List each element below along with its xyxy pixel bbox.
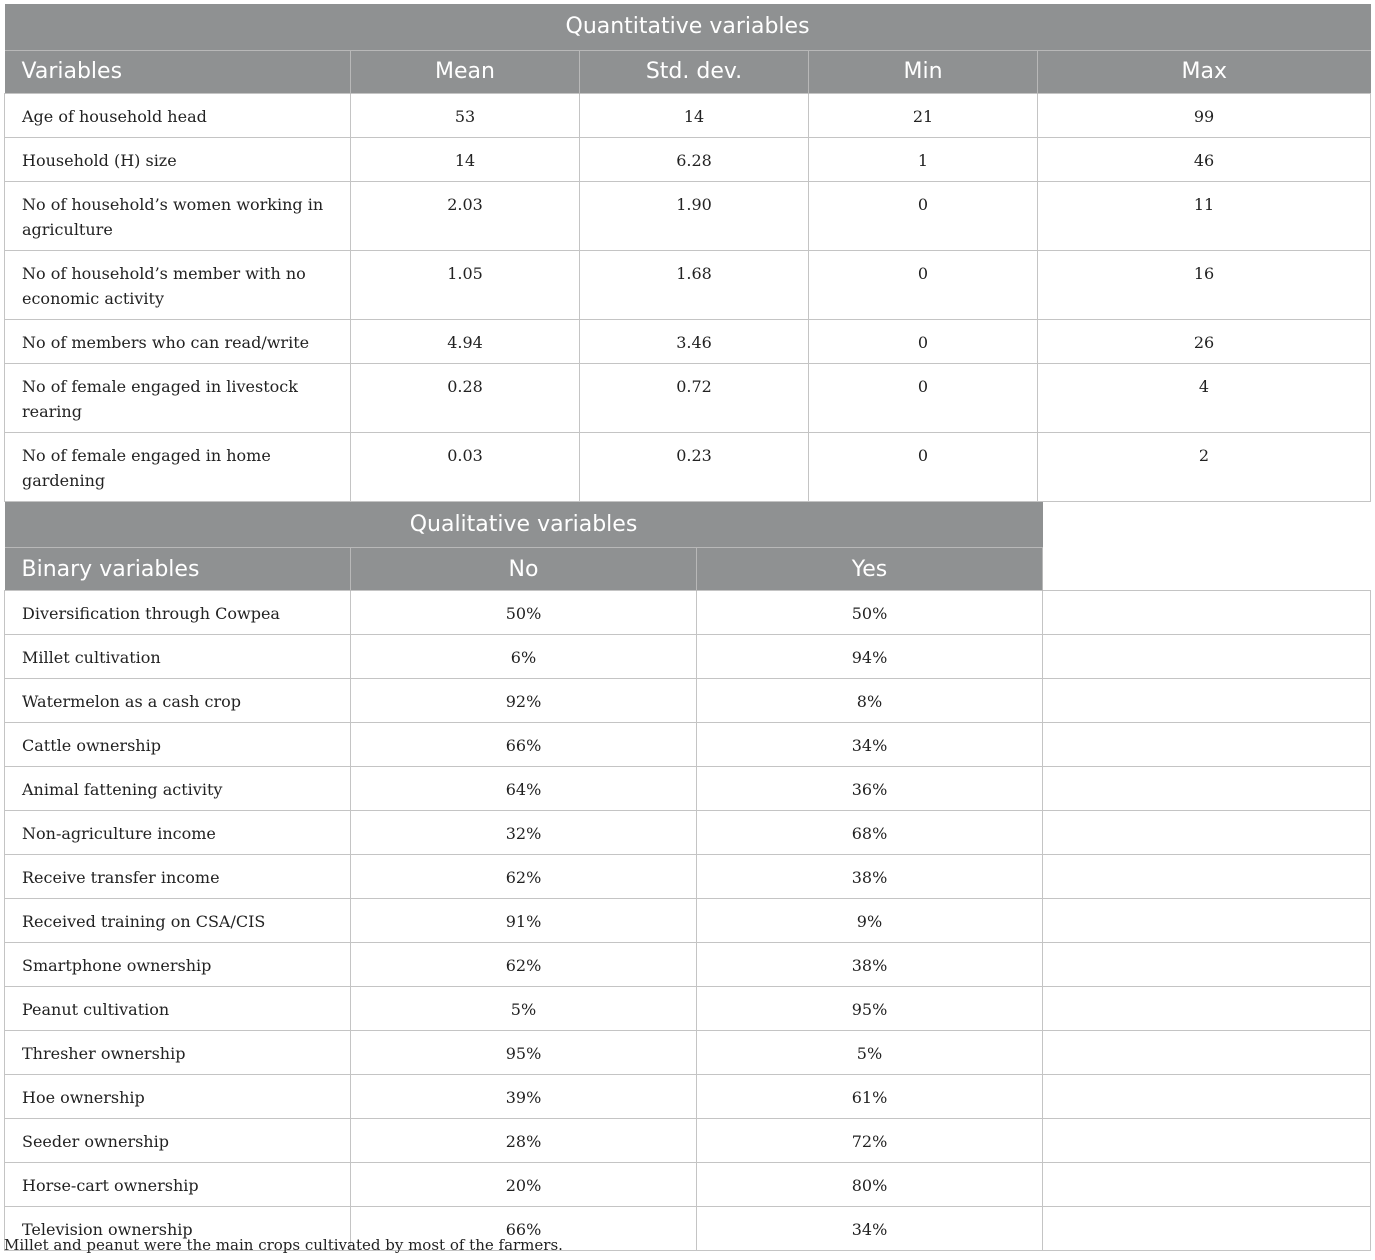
blank-cell (1043, 855, 1371, 899)
no-cell: 64% (351, 767, 697, 811)
yes-cell: 5% (697, 1031, 1043, 1075)
max-cell: 46 (1038, 137, 1371, 181)
min-cell: 0 (809, 363, 1038, 432)
mean-cell: 0.03 (351, 432, 580, 501)
variable-cell: Millet cultivation (5, 635, 351, 679)
blank-cell (1043, 767, 1371, 811)
table-row (5, 767, 1371, 811)
table-row (5, 137, 1371, 181)
mean-cell: 2.03 (351, 181, 580, 250)
variable-cell: No of household’s member with no economic activity (5, 250, 351, 319)
variable-cell: No of female engaged in livestock rearing (5, 363, 351, 432)
column-header-no: No (351, 548, 697, 591)
quantitative-section-title: Quantitative variables (5, 4, 1371, 50)
min-cell: 0 (809, 319, 1038, 363)
blank-cell (1043, 1163, 1371, 1207)
yes-cell: 72% (697, 1119, 1043, 1163)
table-row (5, 432, 1371, 501)
table-row (5, 855, 1371, 899)
max-cell: 4 (1038, 363, 1371, 432)
yes-cell: 95% (697, 987, 1043, 1031)
variable-cell: Received training on CSA/CIS (5, 899, 351, 943)
no-cell: 66% (351, 723, 697, 767)
table-row (5, 93, 1371, 137)
blank-cell (1043, 591, 1371, 635)
min-cell: 0 (809, 432, 1038, 501)
table-row (5, 319, 1371, 363)
column-header-variables: Variables (5, 50, 351, 93)
table-row (5, 635, 1371, 679)
variable-cell: Age of household head (5, 93, 351, 137)
table-row (5, 1075, 1371, 1119)
table-row (5, 1119, 1371, 1163)
blank-cell (1043, 679, 1371, 723)
variable-cell: No of members who can read/write (5, 319, 351, 363)
max-cell: 16 (1038, 250, 1371, 319)
column-header-min: Min (809, 50, 1038, 93)
std-dev-cell: 1.90 (580, 181, 809, 250)
no-cell: 62% (351, 943, 697, 987)
table-row (5, 987, 1371, 1031)
table-row (5, 1031, 1371, 1075)
variable-cell: Peanut cultivation (5, 987, 351, 1031)
blank-cell (1043, 1207, 1371, 1251)
std-dev-cell: 1.68 (580, 250, 809, 319)
blank-cell (1043, 1119, 1371, 1163)
blank-header-cell (1043, 548, 1371, 591)
no-cell: 50% (351, 591, 697, 635)
mean-cell: 1.05 (351, 250, 580, 319)
max-cell: 99 (1038, 93, 1371, 137)
variable-cell: No of female engaged in home gardening (5, 432, 351, 501)
max-cell: 26 (1038, 319, 1371, 363)
variable-cell: Receive transfer income (5, 855, 351, 899)
mean-cell: 14 (351, 137, 580, 181)
no-cell: 62% (351, 855, 697, 899)
yes-cell: 8% (697, 679, 1043, 723)
max-cell: 11 (1038, 181, 1371, 250)
no-cell: 5% (351, 987, 697, 1031)
qualitative-section-title: Qualitative variables (5, 502, 1043, 548)
variable-cell: Non-agriculture income (5, 811, 351, 855)
min-cell: 21 (809, 93, 1038, 137)
variable-cell: Seeder ownership (5, 1119, 351, 1163)
yes-cell: 94% (697, 635, 1043, 679)
blank-cell (1043, 899, 1371, 943)
min-cell: 1 (809, 137, 1038, 181)
variable-cell: Household (H) size (5, 137, 351, 181)
table-row (5, 250, 1371, 319)
variable-cell: Smartphone ownership (5, 943, 351, 987)
table-footnote: Millet and peanut were the main crops cultivated by most of the farmers. (4, 1236, 563, 1254)
no-cell: 28% (351, 1119, 697, 1163)
blank-cell (1043, 723, 1371, 767)
table-row (5, 943, 1371, 987)
column-header-mean: Mean (351, 50, 580, 93)
variable-cell: No of household’s women working in agriculture (5, 181, 351, 250)
blank-cell (1043, 635, 1371, 679)
yes-cell: 34% (697, 1207, 1043, 1251)
no-cell: 6% (351, 635, 697, 679)
variable-cell: Hoe ownership (5, 1075, 351, 1119)
variable-cell: Thresher ownership (5, 1031, 351, 1075)
no-cell: 32% (351, 811, 697, 855)
table-row (5, 181, 1371, 250)
no-cell: 92% (351, 679, 697, 723)
yes-cell: 36% (697, 767, 1043, 811)
variable-cell: Television ownership (5, 1207, 351, 1251)
no-cell: 20% (351, 1163, 697, 1207)
min-cell: 0 (809, 181, 1038, 250)
std-dev-cell: 0.23 (580, 432, 809, 501)
variable-cell: Horse-cart ownership (5, 1163, 351, 1207)
no-cell: 66% (351, 1207, 697, 1251)
yes-cell: 34% (697, 723, 1043, 767)
std-dev-cell: 14 (580, 93, 809, 137)
column-header-max: Max (1038, 50, 1371, 93)
yes-cell: 50% (697, 591, 1043, 635)
no-cell: 91% (351, 899, 697, 943)
std-dev-cell: 0.72 (580, 363, 809, 432)
table-row (5, 679, 1371, 723)
blank-cell (1043, 811, 1371, 855)
blank-cell (1043, 987, 1371, 1031)
table-row (5, 1163, 1371, 1207)
variable-cell: Animal fattening activity (5, 767, 351, 811)
yes-cell: 9% (697, 899, 1043, 943)
std-dev-cell: 3.46 (580, 319, 809, 363)
yes-cell: 38% (697, 943, 1043, 987)
blank-cell (1043, 1031, 1371, 1075)
qualitative-table (4, 502, 1371, 1252)
no-cell: 39% (351, 1075, 697, 1119)
qualitative-header-row (5, 548, 1371, 591)
mean-cell: 0.28 (351, 363, 580, 432)
table-row (5, 899, 1371, 943)
yes-cell: 80% (697, 1163, 1043, 1207)
mean-cell: 53 (351, 93, 580, 137)
mean-cell: 4.94 (351, 319, 580, 363)
table-row (5, 591, 1371, 635)
yes-cell: 38% (697, 855, 1043, 899)
column-header-yes: Yes (697, 548, 1043, 591)
variable-cell: Diversification through Cowpea (5, 591, 351, 635)
quantitative-header-row (5, 50, 1371, 93)
table-row (5, 363, 1371, 432)
blank-cell (1043, 943, 1371, 987)
table-row (5, 811, 1371, 855)
column-header-std-dev: Std. dev. (580, 50, 809, 93)
yes-cell: 61% (697, 1075, 1043, 1119)
min-cell: 0 (809, 250, 1038, 319)
blank-header-cell (1043, 502, 1371, 548)
variable-cell: Watermelon as a cash crop (5, 679, 351, 723)
data-table-container (4, 4, 1370, 1251)
blank-cell (1043, 1075, 1371, 1119)
yes-cell: 68% (697, 811, 1043, 855)
no-cell: 95% (351, 1031, 697, 1075)
quantitative-table (4, 4, 1371, 502)
table-row (5, 723, 1371, 767)
column-header-binary-variables: Binary variables (5, 548, 351, 591)
variable-cell: Cattle ownership (5, 723, 351, 767)
std-dev-cell: 6.28 (580, 137, 809, 181)
max-cell: 2 (1038, 432, 1371, 501)
